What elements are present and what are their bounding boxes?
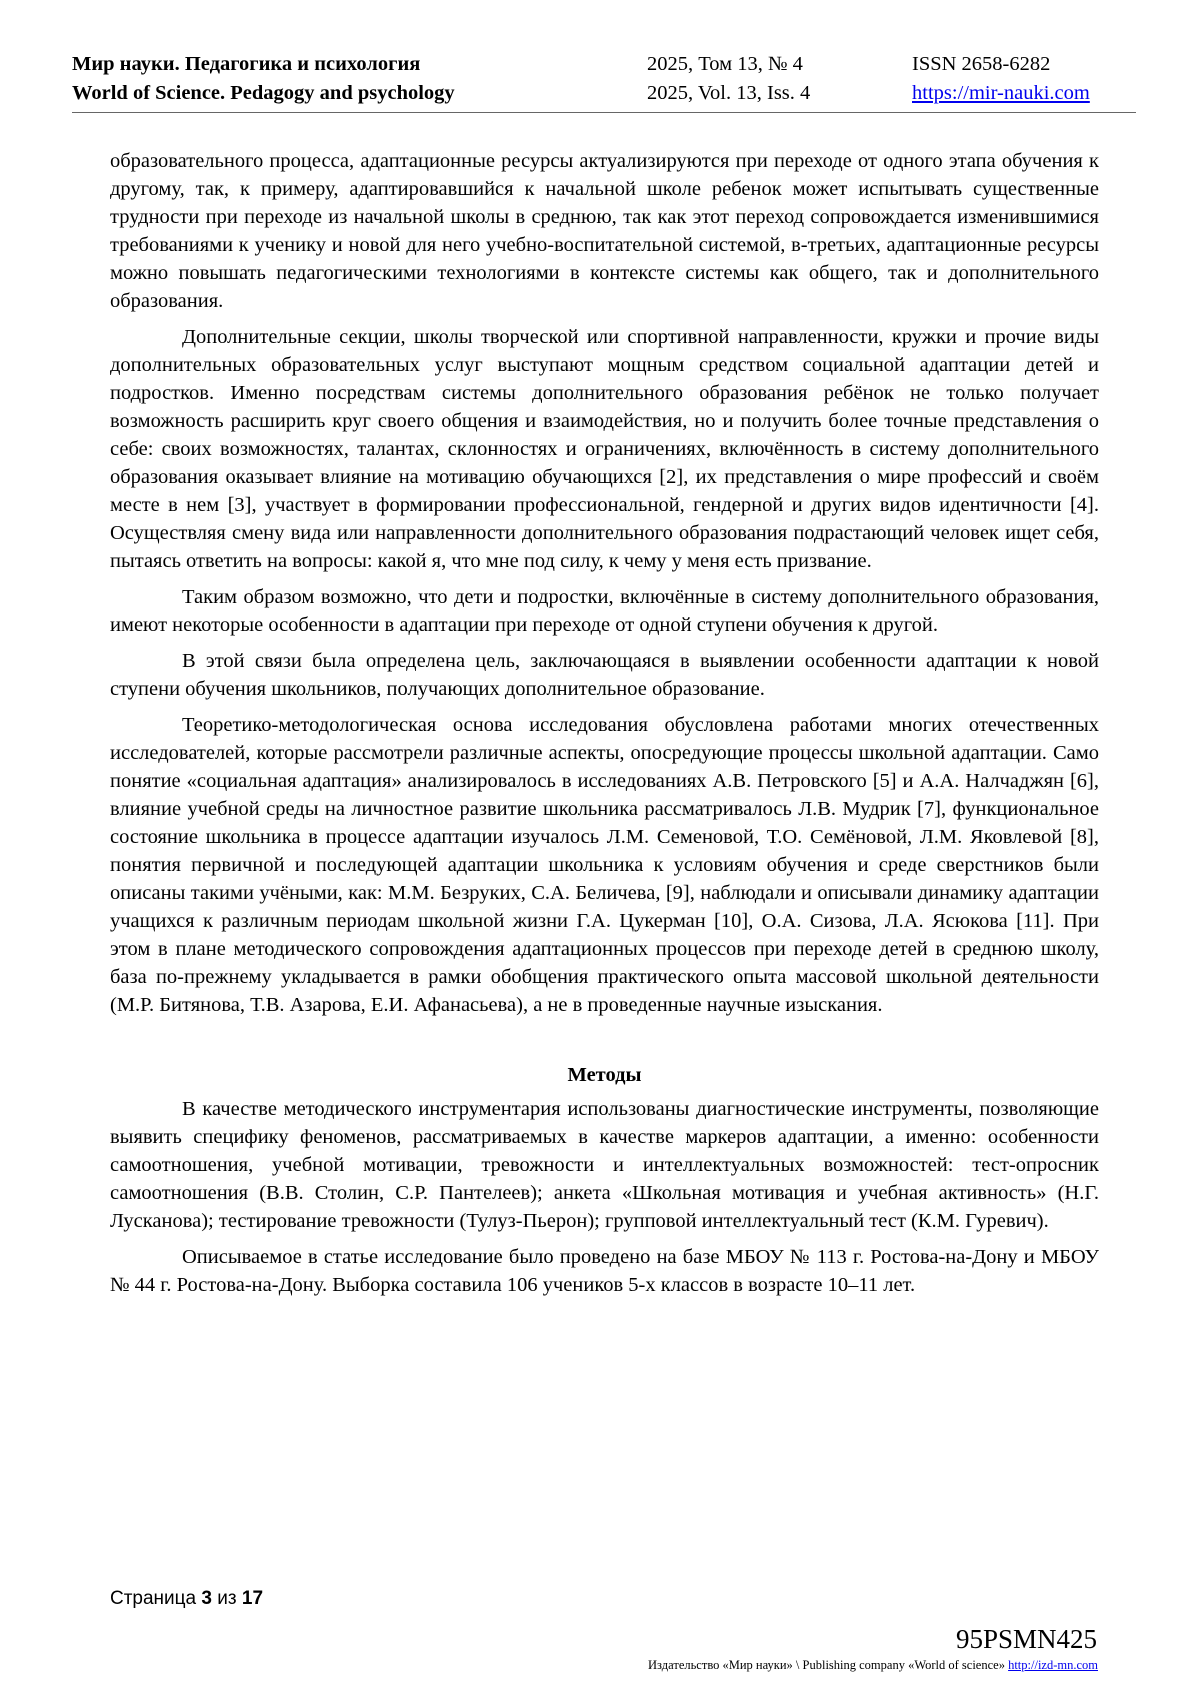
issue-info-en: 2025, Vol. 13, Iss. 4	[647, 82, 811, 104]
publisher-line	[648, 1658, 1098, 1673]
methods-paragraph: Описываемое в статье исследование было проведено на базе МБОУ № 113 г. Ростова-на-Дону и МБОУ № 44 г. Ростова-на-Дону. Выборка составила 106 учеников 5-х классов в возрасте 10–11 лет.	[110, 1246, 1099, 1296]
methods-paragraph: В качестве методического инструментария использованы диагностические инструменты, позволяющие выявить специфику феноменов, рассматриваемых в качестве маркеров адаптации, а именно: особенности самоотношения, учебной мотивации, тревожности и интеллектуальных возможностей: тест-опросник самоотношения (В.В. Столин, С.Р. Пантелеев); анкета «Школьная мотивация и учебная активность» (Н.Г. Лусканова); тестирование тревожности (Тулуз-Пьерон); групповой интеллектуальный тест (К.М. Гуревич).	[110, 1098, 1099, 1232]
issn-block	[912, 50, 1090, 108]
page-of: из	[217, 1588, 237, 1609]
journal-title-en: World of Science. Pedagogy and psychology	[72, 82, 455, 104]
body-paragraph: Дополнительные секции, школы творческой или спортивной направленности, кружки и прочие виды дополнительных образовательных услуг выступают мощным средством социальной адаптации детей и подростков. Именно посредствам системы дополнительного образования ребёнок не только получает возможность расширить круг своего общения и взаимодействия, но и получить более точные представления о себе: своих возможностях, талантах, склонностях и ограничениях, включённость в систему дополнительного образования оказывает влияние на мотивацию обучающихся [2], их представления о мире профессий и своём месте в нем [3], участвует в формировании профессиональной, гендерной и других видов идентичности [4]. Осуществляя смену вида или направленности дополнительного образования подрастающий человек ищет себя, пытаясь ответить на вопросы: какой я, что мне под силу, к чему у меня есть призвание.	[110, 326, 1099, 572]
journal-header	[72, 50, 1136, 113]
body-paragraph: В этой связи была определена цель, заключающаяся в выявлении особенности адаптации к новой ступени обучения школьников, получающих дополнительное образование.	[110, 650, 1099, 700]
publisher-url-link[interactable]: http://izd-mn.com	[1008, 1658, 1098, 1672]
page-current: 3	[201, 1588, 212, 1609]
journal-url-link[interactable]: https://mir-nauki.com	[912, 82, 1090, 104]
journal-title-block	[72, 50, 455, 108]
page-number	[110, 1588, 263, 1610]
body-paragraph: образовательного процесса, адаптационные ресурсы актуализируются при переходе от одного этапа обучения к другому, так, к примеру, адаптировавшийся к начальной школе ребенок может испытывать существенные трудности при переходе из начальной школы в среднюю, так как этот переход сопровождается изменившимися требованиями к ученику и новой для него учебно-воспитательной системой, в-третьих, адаптационные ресурсы можно повышать педагогическими технологиями в контексте системы как общего, так и дополнительного образования.	[110, 150, 1099, 312]
body-paragraph: Теоретико-методологическая основа исследования обусловлена работами многих отечественных исследователей, которые рассмотрели различные аспекты, опосредующие процессы школьной адаптации. Само понятие «социальная адаптация» анализировалось в исследованиях А.В. Петровского [5] и А.А. Налчаджян [6], влияние учебной среды на личностное развитие школьника рассматривалось Л.В. Мудрик [7], функциональное состояние школьника в процессе адаптации изучалось Л.М. Семеновой, Т.О. Семёновой, Л.М. Яковлевой [8], понятия первичной и последующей адаптации школьника к условиям обучения и среде сверстников были описаны такими учёными, как: М.М. Безруких, С.А. Беличева, [9], наблюдали и описывали динамику адаптации учащихся к различным периодам школьной жизни Г.А. Цукерман [10], О.А. Сизова, Л.А. Ясюкова [11]. При этом в плане методического сопровождения адаптационных процессов при переходе детей в среднюю школу, база по-прежнему укладывается в рамки обобщения практического опыта массовой школьной деятельности (М.Р. Битянова, Т.В. Азарова, Е.И. Афанасьева), а не в проведенные научные изыскания.	[110, 714, 1099, 1016]
issue-info-ru: 2025, Том 13, № 4	[647, 53, 803, 75]
article-body	[110, 147, 1099, 1307]
issue-info-block	[647, 50, 810, 108]
publisher-text: Издательство «Мир науки» \ Publishing company «World of science»	[648, 1658, 1005, 1672]
page-total: 17	[241, 1588, 264, 1609]
journal-title-ru: Мир науки. Педагогика и психология	[72, 53, 421, 75]
page-prefix: Страница	[110, 1588, 197, 1609]
issn: ISSN 2658-6282	[912, 53, 1051, 75]
section-heading-methods: Методы	[567, 1064, 642, 1086]
article-code: 95PSMN425	[955, 1624, 1097, 1654]
body-paragraph: Таким образом возможно, что дети и подростки, включённые в систему дополнительного образования, имеют некоторые особенности в адаптации при переходе от одной ступени обучения к другой.	[110, 586, 1099, 636]
